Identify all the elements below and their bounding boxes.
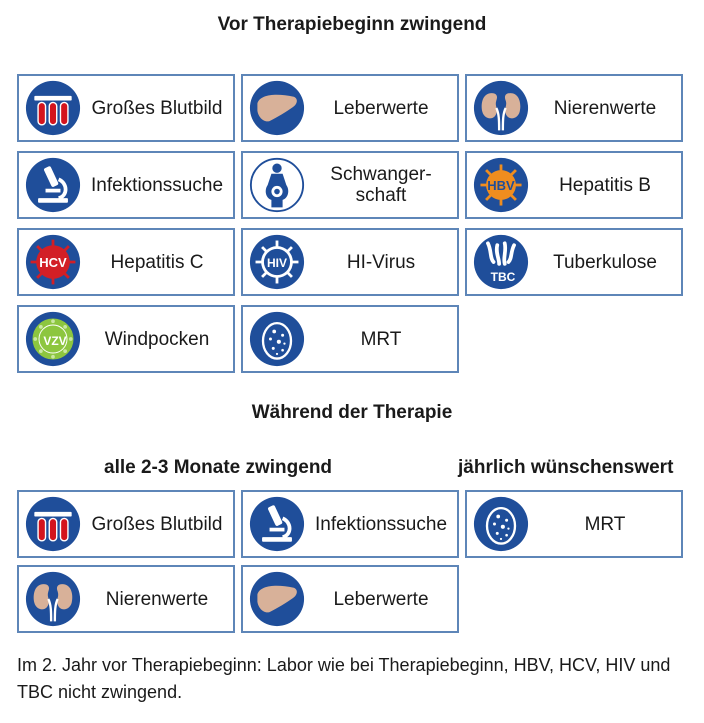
kidneys-icon [473,80,529,136]
tile-label: Windpocken [104,328,210,350]
tile-mrt-yearly [465,490,683,558]
tile-label: MRT [584,513,626,535]
tile-nierenwerte [465,74,683,142]
tbc-icon-text: TBC [490,270,516,284]
hbv-icon-text: HBV [487,178,515,193]
liver-icon [249,571,305,627]
hcv-virus-icon [25,234,81,290]
tile-label: Leberwerte [333,588,429,610]
liver-icon [249,80,305,136]
hcv-icon-text: HCV [39,255,67,270]
blood-tubes-icon [25,496,81,552]
tile-blutbild [17,74,235,142]
vzv-virus-icon [25,311,81,367]
blood-tubes-icon [25,80,81,136]
hiv-virus-icon [249,234,305,290]
tile-label: Nierenwerte [553,97,657,119]
tile-hepatitis-c [17,228,235,296]
tile-label: Hepatitis C [110,251,204,273]
tile-leberwerte [241,74,459,142]
tile-label: Großes Blutbild [91,513,223,535]
tile-blutbild-during [17,490,235,558]
hbv-virus-icon [473,157,529,213]
tile-label: Schwanger- schaft [330,164,432,206]
yearly-heading: jährlich wünschenswert [458,457,674,478]
pregnancy-icon [249,157,305,213]
tile-label: Leberwerte [333,97,429,119]
tile-tuberkulose [465,228,683,296]
mri-scan-icon [473,496,529,552]
tile-label: Großes Blutbild [91,97,223,119]
kidneys-icon [25,571,81,627]
tile-label: Hepatitis B [559,174,651,196]
tile-label: MRT [360,328,402,350]
mri-scan-icon [249,311,305,367]
hiv-icon-text: HIV [266,256,288,270]
tile-leberwerte-during [241,565,459,633]
during-therapy-heading: Während der Therapie [251,402,453,423]
tile-label: Nierenwerte [105,588,209,610]
tile-label: HI-Virus [346,251,416,273]
tbc-bacteria-icon [473,234,529,290]
every-2-3-months-heading: alle 2-3 Monate zwingend [104,457,333,478]
tile-nierenwerte-during [17,565,235,633]
microscope-icon [25,157,81,213]
tile-schwangerschaft [241,151,459,219]
footnote: Im 2. Jahr vor Therapiebeginn: Labor wie bei Therapiebeginn, HBV, HCV, HIV und TBC nicht zwingend. [17,655,671,702]
microscope-icon [249,496,305,552]
tile-label: Infektionssuche [314,513,448,535]
pre-therapy-heading: Vor Therapiebeginn zwingend [217,14,487,35]
vzv-icon-text: VZV [43,334,67,348]
tile-label: Infektionssuche [90,174,224,196]
tile-windpocken [17,305,235,373]
tile-label: Tuberkulose [553,251,657,273]
tile-infektionssuche-during [241,490,459,558]
tile-hi-virus [241,228,459,296]
tile-mrt [241,305,459,373]
tile-hepatitis-b [465,151,683,219]
tile-infektionssuche [17,151,235,219]
